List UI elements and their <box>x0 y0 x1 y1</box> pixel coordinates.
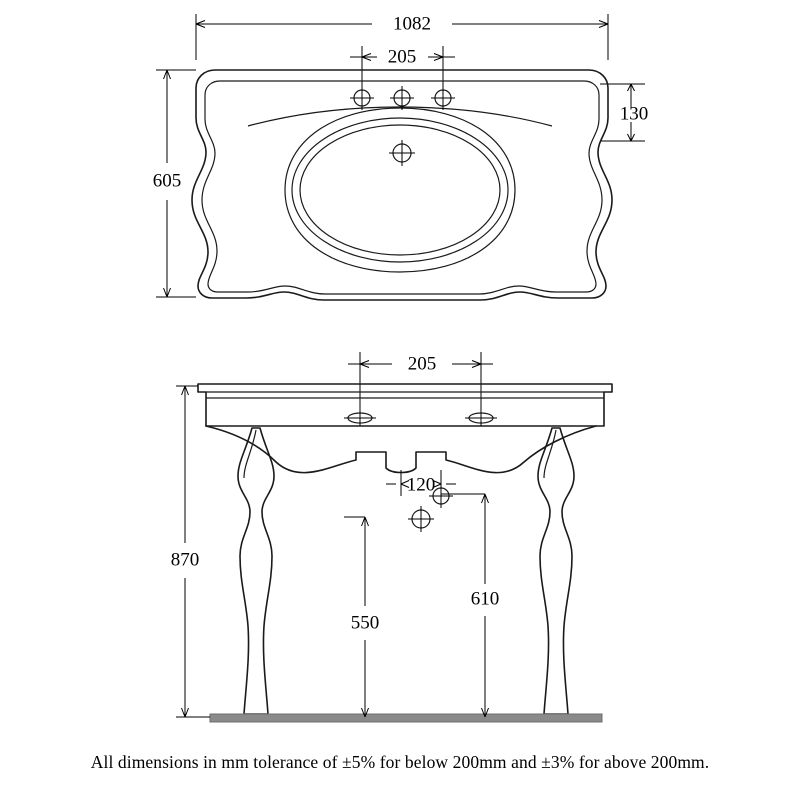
waste-point-marker <box>408 506 434 532</box>
tap-hole-center <box>390 86 414 110</box>
dim-elev-tap-spacing: 205 <box>407 353 437 375</box>
dim-elev-trap-height: 550 <box>350 612 380 634</box>
waste-hole-plan <box>389 140 415 166</box>
tap-hole-right-elevation <box>465 410 497 426</box>
dim-plan-rear-ledge-depth: 130 <box>619 103 649 125</box>
dim-elev-waste-offset: 120 <box>406 474 436 496</box>
dim-plan-overall-depth: 605 <box>152 170 182 192</box>
tap-hole-left <box>350 86 374 110</box>
tap-hole-right <box>431 86 455 110</box>
dim-elev-overall-height: 870 <box>170 549 200 571</box>
front-elevation-group <box>176 352 612 722</box>
dim-elev-supply-height: 610 <box>470 588 500 610</box>
tolerance-footnote: All dimensions in mm tolerance of ±5% for below 200mm and ±3% for above 200mm. <box>90 752 710 772</box>
dim-plan-overall-width: 1082 <box>393 13 431 35</box>
tap-hole-left-elevation <box>344 410 376 426</box>
dim-plan-tap-spacing: 205 <box>387 46 417 68</box>
